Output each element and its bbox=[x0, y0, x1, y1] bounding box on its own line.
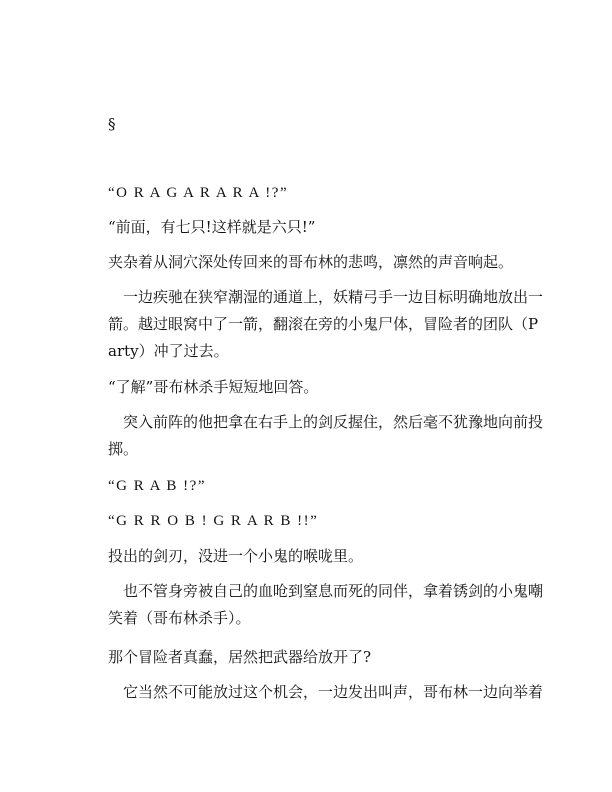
paragraph-7: “G R A B !?” bbox=[108, 478, 206, 494]
paragraph-11: 那个冒险者真蠢，居然把武器给放开了? bbox=[108, 648, 372, 666]
paragraph-9: 投出的剑刃，没进一个小鬼的喉咙里。 bbox=[108, 547, 364, 565]
paragraph-12: 它当然不可能放过这个机会，一边发出叫声，哥布林一边向举着 bbox=[123, 683, 544, 701]
paragraph-10: 也不管身旁被自己的血呛到窒息而死的同伴，拿着锈剑的小鬼嘲笑着（哥布林杀手）。 bbox=[108, 582, 544, 627]
section-mark: § bbox=[108, 115, 116, 133]
paragraph-2: “前面，有七只!这样就是六只!” bbox=[108, 218, 316, 236]
paragraph-5: “了解”哥布林杀手短短地回答。 bbox=[108, 378, 319, 396]
paragraph-4: 一边疾驰在狭窄潮湿的通道上，妖精弓手一边目标明确地放出一箭。越过眼窝中了一箭，翻滚在旁的小鬼尸体，冒险者的团队（Party）冲了过去。 bbox=[108, 288, 544, 360]
paragraph-1: “O R A G A R A R A !?” bbox=[108, 185, 289, 201]
paragraph-8: “G R R O B ! G R A R B !!” bbox=[108, 513, 319, 529]
paragraph-6: 突入前阵的他把拿在右手上的剑反握住，然后毫不犹豫地向前投掷。 bbox=[108, 413, 544, 458]
paragraph-3: 夹杂着从洞穴深处传回来的哥布林的悲鸣，凛然的声音响起。 bbox=[108, 253, 514, 271]
